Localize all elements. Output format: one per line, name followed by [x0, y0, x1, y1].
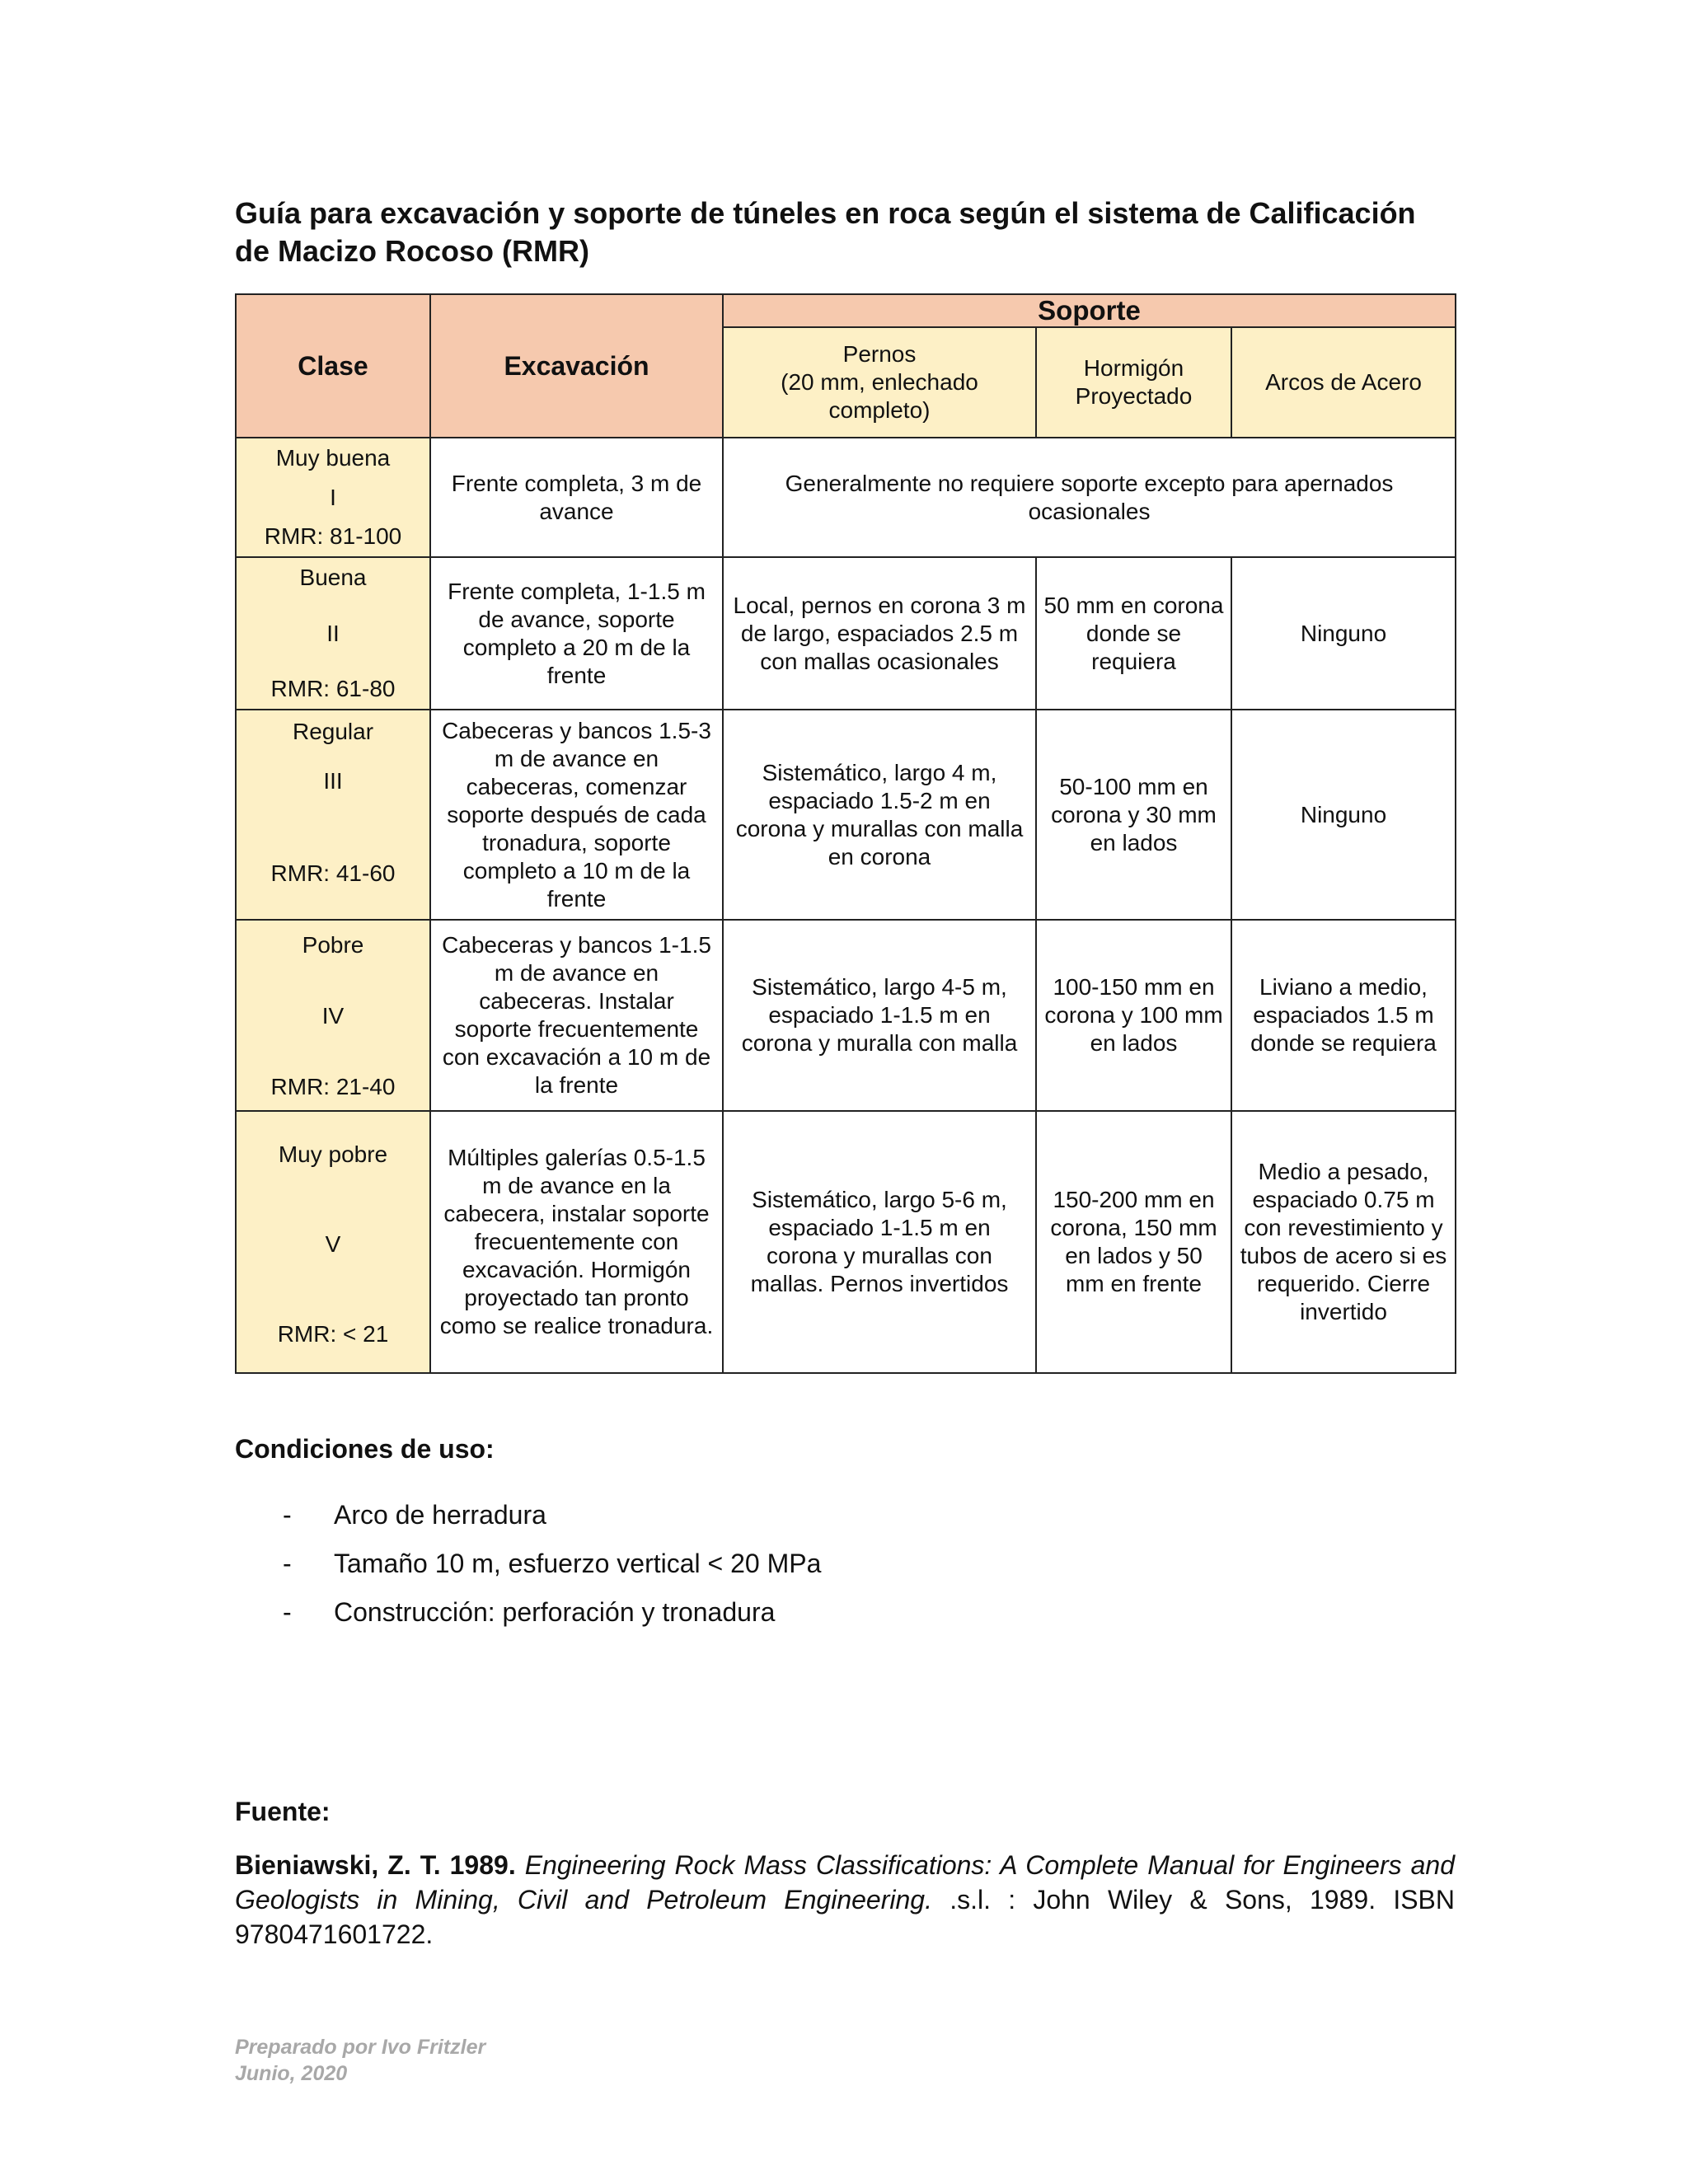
arcos-cell: Ninguno [1231, 557, 1456, 710]
table-row [236, 438, 1456, 557]
conditions-heading: Condiciones de uso: [235, 1434, 495, 1464]
clase-number: I [330, 484, 336, 510]
excavacion-cell: Cabeceras y bancos 1.5-3 m de avance en cabeceras, comenzar soporte después de cada tronadura, soporte completo a 10 m de la frente [430, 710, 723, 920]
clase-rmr: RMR: 61-80 [270, 676, 396, 701]
reference-author: Bieniawski, Z. T. 1989. [235, 1850, 516, 1880]
list-item-text: Construcción: perforación y tronadura [334, 1597, 776, 1627]
footer-prepared-by: Preparado por Ivo Fritzler [235, 2036, 486, 2059]
clase-cell [236, 1111, 430, 1373]
clase-cell [236, 920, 430, 1111]
excavacion-cell: Múltiples galerías 0.5-1.5 m de avance en la cabecera, instalar soporte frecuentemente con excavación. Hormigón proyectado tan pronto como se realice tronadura. [430, 1111, 723, 1373]
list-item-text: Tamaño 10 m, esfuerzo vertical < 20 MPa [334, 1549, 822, 1578]
clase-rmr: RMR: < 21 [277, 1321, 389, 1347]
hormigon-cell: 50-100 mm en corona y 30 mm en lados [1036, 710, 1231, 920]
table-row [236, 557, 1456, 710]
header-pernos: Pernos (20 mm, enlechado completo) [723, 327, 1036, 438]
list-item-text: Arco de herradura [334, 1500, 546, 1530]
arcos-cell: Liviano a medio, espaciados 1.5 m donde se requiera [1231, 920, 1456, 1111]
hormigon-cell: 100-150 mm en corona y 100 mm en lados [1036, 920, 1231, 1111]
reference-details: .s.l. : John Wiley & Sons, 1989. ISBN 9780471601722. [235, 1885, 1455, 1949]
arcos-cell: Ninguno [1231, 710, 1456, 920]
arcos-cell: Medio a pesado, espaciado 0.75 m con revestimiento y tubos de acero si es requerido. Cierre invertido [1231, 1111, 1456, 1373]
header-excavacion: Excavación [430, 294, 723, 438]
bullet-dash: - [283, 1597, 292, 1627]
bullet-dash: - [283, 1500, 292, 1530]
list-item [235, 1596, 821, 1644]
pernos-cell: Sistemático, largo 4-5 m, espaciado 1-1.5 m en corona y muralla con malla [723, 920, 1036, 1111]
table-row [236, 920, 1456, 1111]
clase-rmr: RMR: 41-60 [270, 860, 396, 886]
table-row [236, 1111, 1456, 1373]
rmr-table [235, 293, 1456, 1374]
clase-name: Muy pobre [278, 1141, 388, 1167]
clase-rmr: RMR: 21-40 [270, 1074, 396, 1099]
clase-number: V [325, 1231, 341, 1257]
clase-rmr: RMR: 81-100 [264, 523, 402, 549]
clase-cell [236, 710, 430, 920]
bullet-dash: - [283, 1549, 292, 1578]
list-item [235, 1498, 821, 1547]
pernos-cell: Local, pernos en corona 3 m de largo, espaciados 2.5 m con mallas ocasionales [723, 557, 1036, 710]
soporte-merged-cell: Generalmente no requiere soporte excepto para apernados ocasionales [723, 438, 1456, 557]
header-clase: Clase [236, 294, 430, 438]
pernos-cell: Sistemático, largo 4 m, espaciado 1.5-2 m en corona y murallas con malla en corona [723, 710, 1036, 920]
clase-cell [236, 438, 430, 557]
clase-number: III [323, 768, 343, 794]
clase-name: Regular [292, 719, 374, 744]
clase-number: IV [321, 1003, 345, 1029]
clase-name: Buena [299, 565, 367, 590]
pernos-cell: Sistemático, largo 5-6 m, espaciado 1-1.5 m en corona y murallas con mallas. Pernos invertidos [723, 1111, 1036, 1373]
reference-title: Engineering Rock Mass Classifications: A Complete Manual for Engineers and Geologists in Mining, Civil and Petroleum Engineering. [235, 1850, 1456, 1915]
excavacion-cell: Cabeceras y bancos 1-1.5 m de avance en cabeceras. Instalar soporte frecuentemente con excavación a 10 m de la frente [430, 920, 723, 1111]
clase-cell [236, 557, 430, 710]
header-hormigon: Hormigón Proyectado [1036, 327, 1231, 438]
source-heading: Fuente: [235, 1797, 331, 1826]
footer-date: Junio, 2020 [235, 2062, 348, 2085]
hormigon-cell: 150-200 mm en corona, 150 mm en lados y 50 mm en frente [1036, 1111, 1231, 1373]
clase-name: Pobre [302, 932, 364, 958]
list-item [235, 1547, 821, 1596]
header-arcos: Arcos de Acero [1231, 327, 1456, 438]
page-title: Guía para excavación y soporte de túneles en roca según el sistema de Calificación de Macizo Rocoso (RMR) [235, 196, 1416, 268]
clase-number: II [326, 620, 340, 646]
reference-citation [235, 1848, 1455, 1952]
conditions-list [235, 1498, 821, 1644]
clase-name: Muy buena [275, 445, 391, 471]
table-row [236, 710, 1456, 920]
excavacion-cell: Frente completa, 1-1.5 m de avance, soporte completo a 20 m de la frente [430, 557, 723, 710]
excavacion-cell: Frente completa, 3 m de avance [430, 438, 723, 557]
header-soporte: Soporte [723, 294, 1456, 327]
hormigon-cell: 50 mm en corona donde se requiera [1036, 557, 1231, 710]
